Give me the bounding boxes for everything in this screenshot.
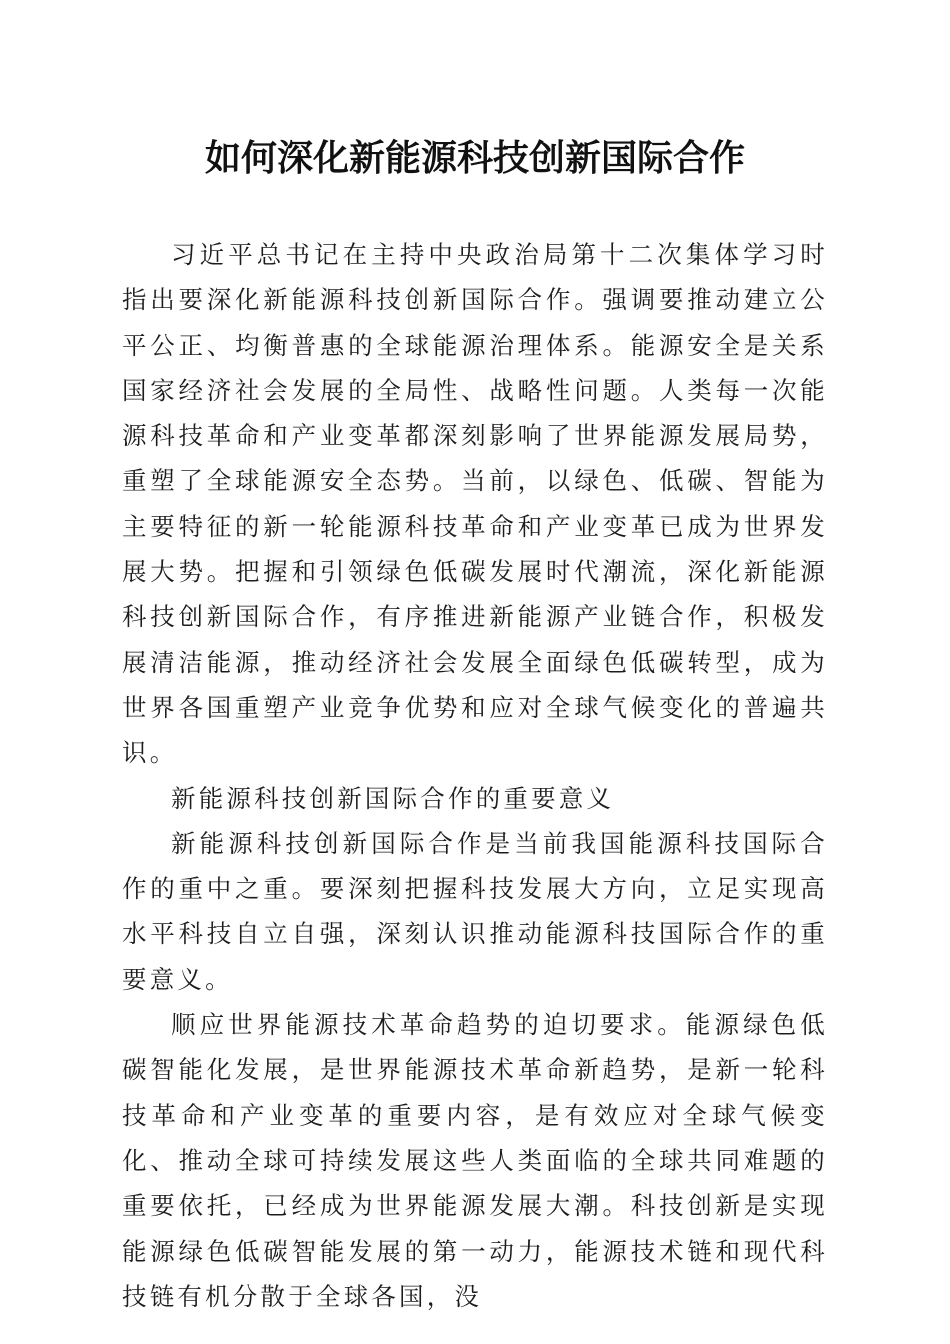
document-body [122,232,828,1319]
document-title: 如何深化新能源科技创新国际合作 [204,138,745,179]
paragraph-significance: 新能源科技创新国际合作是当前我国能源科技国际合作的重中之重。要深刻把握科技发展大方向，立足实现高水平科技自立自强，深刻认识推动能源科技国际合作的重要意义。 [122,828,828,994]
paragraph-trend: 顺应世界能源技术革命趋势的迫切要求。能源绿色低碳智能化发展，是世界能源技术革命新趋势，是新一轮科技革命和产业变革的重要内容，是有效应对全球气候变化、推动全球可持续发展这些人类面临的全球共同难题的重要依托，已经成为世界能源发展大潮。科技创新是实现能源绿色低碳智能发展的第一动力，能源技术链和现代科技链有机分散于全球各国，没 [122,1010,828,1311]
paragraph-intro: 习近平总书记在主持中央政治局第十二次集体学习时指出要深化新能源科技创新国际合作。强调要推动建立公平公正、均衡普惠的全球能源治理体系。能源安全是关系国家经济社会发展的全局性、战略性问题。人类每一次能源科技革命和产业变革都深刻影响了世界能源发展局势，重塑了全球能源安全态势。当前，以绿色、低碳、智能为主要特征的新一轮能源科技革命和产业变革已成为世界发展大势。把握和引领绿色低碳发展时代潮流，深化新能源科技创新国际合作，有序推进新能源产业链合作，积极发展清洁能源，推动经济社会发展全面绿色低碳转型，成为世界各国重塑产业竞争优势和应对全球气候变化的普遍共识。 [122,240,828,768]
section-heading: 新能源科技创新国际合作的重要意义 [171,783,615,813]
